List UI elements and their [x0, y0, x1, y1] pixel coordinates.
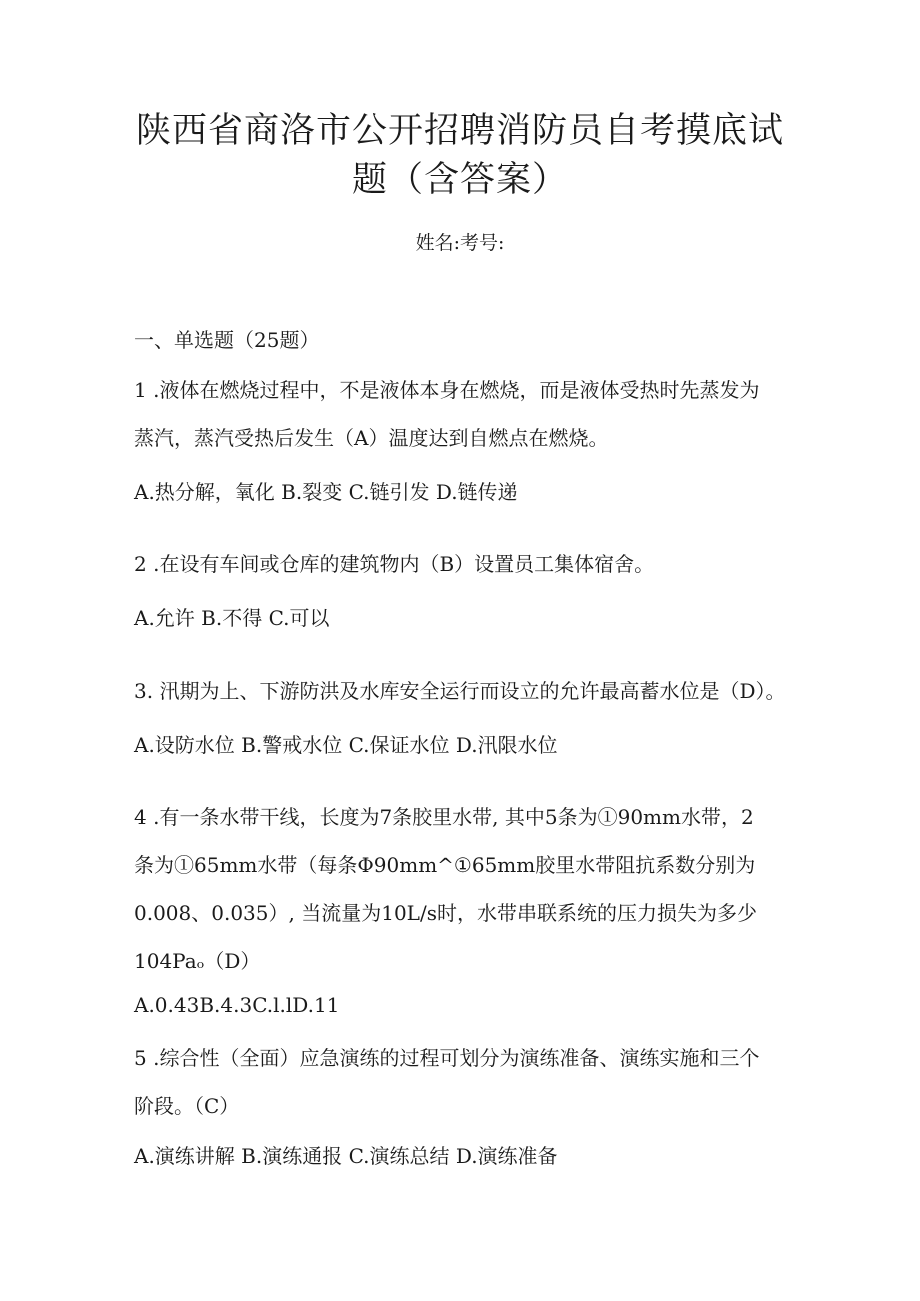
- question-2-options: A.允许 B.不得 C.可以: [134, 606, 330, 630]
- question-4-stem-line-1: 4 .有一条水带干线，长度为7条胶里水带, 其中5条为①90mm水带，2: [134, 805, 754, 829]
- question-4-stem-line-4: 104Paₒ（D）: [134, 949, 261, 973]
- question-5-options: A.演练讲解 B.演练通报 C.演练总结 D.演练准备: [134, 1144, 558, 1168]
- document-title-line-2: 题（含答案）: [351, 160, 568, 200]
- question-1-options: A.热分解，氧化 B.裂变 C.链引发 D.链传递: [134, 480, 518, 504]
- section-heading: 一、单选题（25题）: [134, 328, 320, 352]
- question-2-stem-line-1: 2 .在设有车间或仓库的建筑物内（B）设置员工集体宿舍。: [134, 552, 655, 576]
- question-5-stem-line-1: 5 .综合性（全面）应急演练的过程可划分为演练准备、演练实施和三个: [134, 1046, 760, 1070]
- question-3-stem-line-1: 3. 汛期为上、下游防洪及水库安全运行而设立的允许最高蓄水位是（D）。: [134, 679, 786, 703]
- name-exam-number-line: 姓名:考号:: [415, 232, 505, 254]
- question-1-stem-line-2: 蒸汽，蒸汽受热后发生（A）温度达到自燃点在燃烧。: [134, 426, 609, 450]
- question-1-stem-line-1: 1 .液体在燃烧过程中，不是液体本身在燃烧，而是液体受热时先蒸发为: [134, 378, 760, 402]
- question-4-options: A.0.43B.4.3C.l.lD.11: [134, 993, 340, 1017]
- question-5-stem-line-2: 阶段。（C）: [134, 1094, 240, 1118]
- question-4-stem-line-3: 0.008、0.035）, 当流量为10L/s时，水带串联系统的压力损失为多少: [134, 901, 757, 925]
- document-title-line-1: 陕西省商洛市公开招聘消防员自考摸底试: [135, 111, 784, 151]
- question-4-stem-line-2: 条为①65mm水带（每条Φ90mm^①65mm胶里水带阻抗系数分别为: [134, 853, 756, 877]
- question-3-options: A.设防水位 B.警戒水位 C.保证水位 D.汛限水位: [134, 733, 558, 757]
